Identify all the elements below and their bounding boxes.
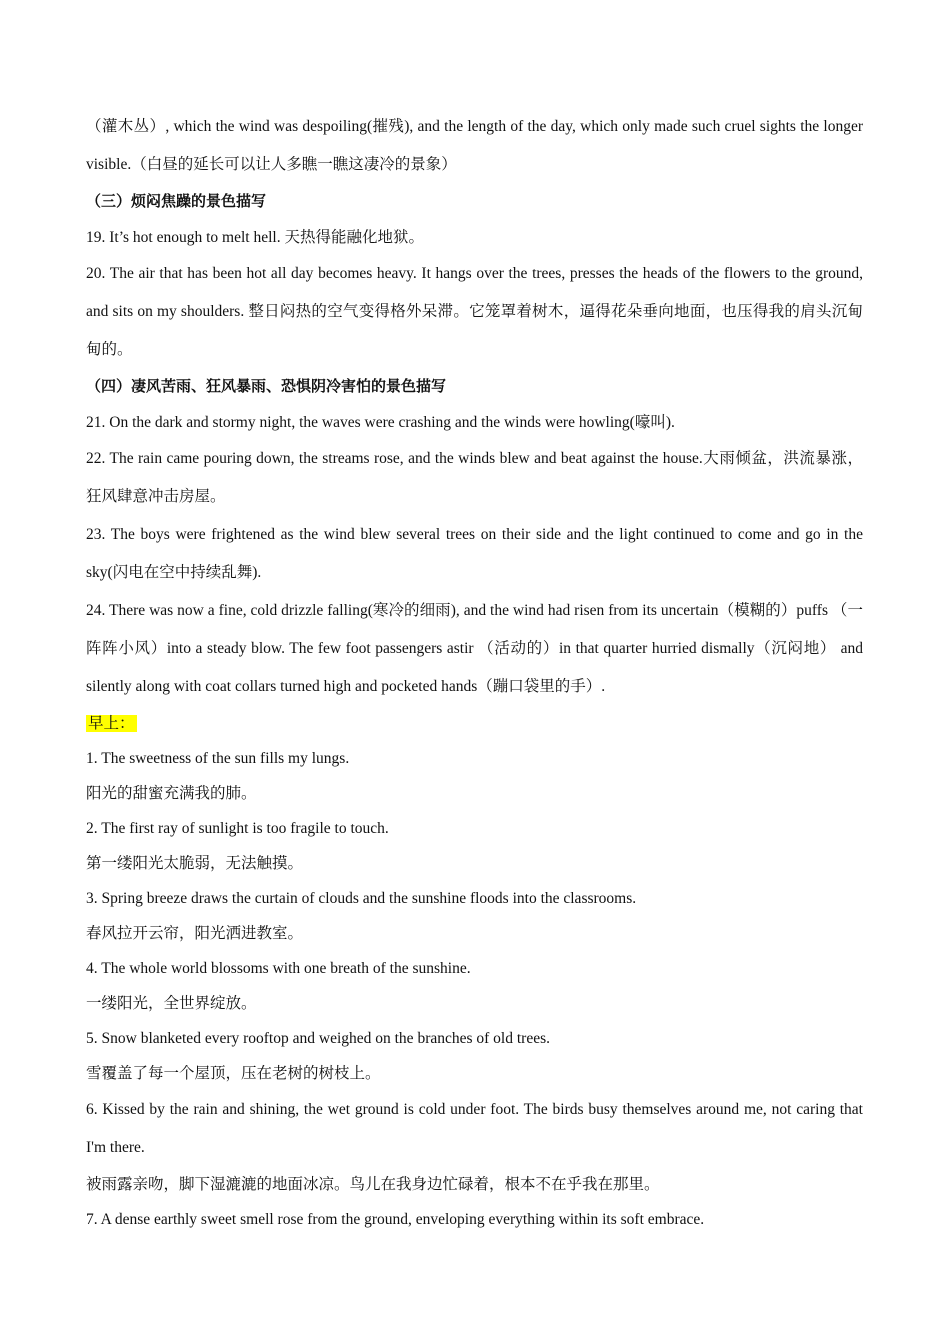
morning-6-zh: 被雨露亲吻，脚下湿漉漉的地面冰凉。鸟儿在我身边忙碌着，根本不在乎我在那里。 — [86, 1176, 660, 1193]
morning-4-en: 4. The whole world blossoms with one breath of the sunshine. — [86, 960, 471, 977]
paragraph-19: 19. It’s hot enough to melt hell. 天热得能融化地狱。 — [86, 229, 424, 246]
morning-4-zh: 一缕阳光，全世界绽放。 — [86, 995, 257, 1012]
paragraph-20: 20. The air that has been hot all day becomes heavy. It hangs over the trees, presses the heads of the flowers to the ground, and sits on my shoulders. 整日闷热的空气变得格外呆滞。它笼罩着树木，逼得花朵垂向地面，也压得我的肩头沉甸甸的。 — [86, 265, 863, 358]
morning-label: 早上： — [88, 715, 135, 732]
section-heading-3: （三）烦闷焦躁的景色描写 — [86, 194, 267, 210]
morning-6-en: 6. Kissed by the rain and shining, the wet ground is cold under foot. The birds busy themselves around me, not caring that I'm there. — [86, 1101, 863, 1156]
morning-2-zh: 第一缕阳光太脆弱，无法触摸。 — [86, 855, 304, 872]
paragraph-24: 24. There was now a fine, cold drizzle falling(寒冷的细雨), and the wind had risen from its uncertain（模糊的）puffs （一阵阵小风）into a steady blow. The few foot passengers astir （活动的）in that quarter hurried dismally（沉闷地） and silently along with coat collars turned high and pocketed hands（蹦口袋里的手）. — [86, 602, 863, 695]
morning-2-en: 2. The first ray of sunlight is too fragile to touch. — [86, 820, 389, 837]
document-body — [86, 108, 863, 1237]
paragraph-22: 22. The rain came pouring down, the streams rose, and the winds blew and beat against the house.大雨倾盆，洪流暴涨，狂风肆意冲击房屋。 — [86, 450, 863, 505]
morning-label-line — [86, 706, 863, 741]
section-heading-4: （四）凄风苦雨、狂风暴雨、恐惧阴冷害怕的景色描写 — [86, 379, 447, 395]
morning-1-zh: 阳光的甜蜜充满我的肺。 — [86, 785, 257, 802]
morning-5-en: 5. Snow blanketed every rooftop and weighed on the branches of old trees. — [86, 1030, 551, 1047]
morning-3-en: 3. Spring breeze draws the curtain of clouds and the sunshine floods into the classrooms. — [86, 890, 637, 907]
morning-7-en: 7. A dense earthly sweet smell rose from the ground, enveloping everything within its soft embrace. — [86, 1211, 705, 1228]
paragraph-23: 23. The boys were frightened as the wind blew several trees on their side and the light continued to come and go in the sky(闪电在空中持续乱舞). — [86, 526, 863, 581]
morning-3-zh: 春风拉开云帘，阳光洒进教室。 — [86, 925, 304, 942]
paragraph-shrub-wind: （灌木丛）, which the wind was despoiling(摧残), and the length of the day, which only made such cruel sights the longer visible.（白昼的延长可以让人多瞧一瞧这凄冷的景象） — [86, 118, 863, 173]
paragraph-21: 21. On the dark and stormy night, the waves were crashing and the winds were howling(嚎叫). — [86, 414, 675, 431]
morning-5-zh: 雪覆盖了每一个屋顶，压在老树的树枝上。 — [86, 1065, 381, 1082]
morning-1-en: 1. The sweetness of the sun fills my lungs. — [86, 750, 350, 767]
